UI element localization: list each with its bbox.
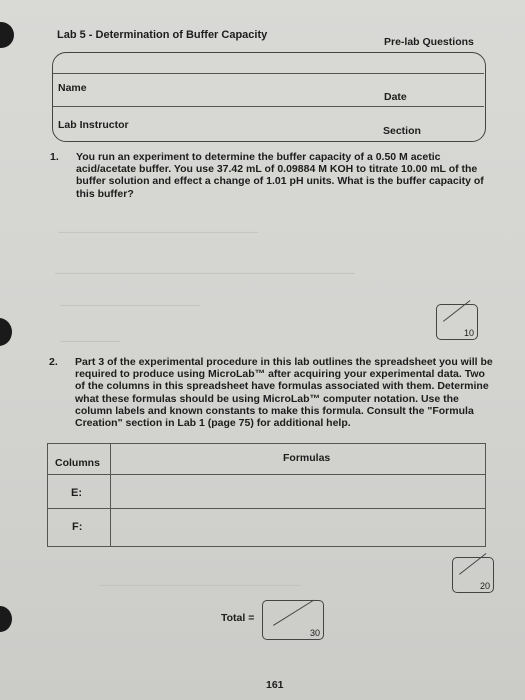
binder-hole-bottom xyxy=(0,606,12,632)
date-label: Date xyxy=(384,91,407,103)
question-1-line: buffer solution and effect a change of 1.01 pH units. What is the buffer capacity of xyxy=(76,175,484,188)
question-1-line: acid/acetate buffer. You use 37.42 mL of 0.09884 M KOH to titrate 10.00 mL of the xyxy=(76,163,478,176)
question-1-points: 10 xyxy=(463,328,474,338)
question-2-points: 20 xyxy=(479,581,490,591)
total-label: Total = xyxy=(221,612,255,624)
question-2-number: 2. xyxy=(49,356,58,368)
question-2-line: required to produce using MicroLab™ after acquiring your experimental data. Two xyxy=(75,368,485,381)
row-label-e: E: xyxy=(71,487,82,499)
question-1-number: 1. xyxy=(50,151,59,163)
row-label-f: F: xyxy=(72,521,83,533)
question-1-text xyxy=(76,151,484,200)
binder-hole-middle xyxy=(0,318,12,346)
question-2-line: column labels and known constants to make this formula. Consult the "Formula xyxy=(75,404,474,417)
question-2-line: Part 3 of the experimental procedure in this lab outlines the spreadsheet you will be xyxy=(75,356,493,368)
question-2-line: of the columns in this spreadsheet have formulas associated with them. Determine xyxy=(75,380,489,393)
question-1-score-box xyxy=(436,304,478,340)
question-2-text xyxy=(75,356,493,429)
question-1-line: this buffer? xyxy=(76,187,134,200)
prelab-heading: Pre-lab Questions xyxy=(384,36,474,48)
info-divider-2 xyxy=(53,106,484,107)
info-divider-1 xyxy=(53,73,484,74)
question-2-line: Creation" section in Lab 1 (page 75) for additional help. xyxy=(75,417,351,430)
columns-header: Columns xyxy=(55,457,100,469)
total-score-box xyxy=(262,600,324,640)
question-1-line: You run an experiment to determine the buffer capacity of a 0.50 M acetic xyxy=(76,151,441,163)
name-label: Name xyxy=(58,82,87,94)
page-number: 161 xyxy=(266,679,284,691)
lab-title: Lab 5 - Determination of Buffer Capacity xyxy=(57,29,268,41)
binder-hole-top xyxy=(0,22,14,48)
question-2-line: what these formulas should be using MicroLab™ computer notation. Use the xyxy=(75,392,459,405)
total-points: 30 xyxy=(309,628,320,638)
formulas-table xyxy=(47,443,486,547)
section-label: Section xyxy=(383,125,421,137)
question-2-score-box xyxy=(452,557,494,593)
formulas-header: Formulas xyxy=(283,452,331,464)
lab-instructor-label: Lab Instructor xyxy=(58,119,129,131)
